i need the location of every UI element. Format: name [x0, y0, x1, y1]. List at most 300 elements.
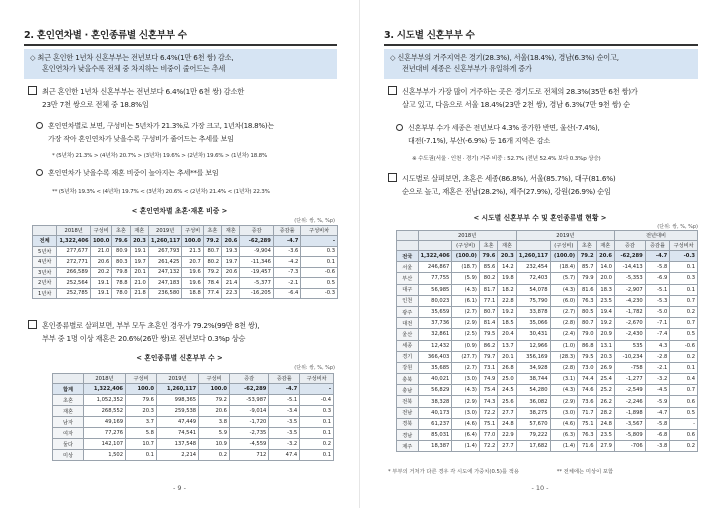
- table-cell: -14,413: [614, 262, 645, 273]
- table-cell: 81.7: [479, 284, 497, 295]
- table-cell: 20.3: [498, 251, 516, 262]
- table-cell: 74,541: [156, 428, 198, 439]
- table-cell: 261,425: [148, 257, 182, 268]
- table-cell: 79.8: [112, 267, 130, 278]
- row-header: 전국: [397, 251, 419, 262]
- paragraph-line: 순으로 높고, 재혼은 전남(28.2%), 제주(27.9%), 강원(26.9%) 순임: [402, 186, 611, 196]
- table-cell: 100.0: [126, 384, 157, 395]
- table-cell: 30,431: [516, 329, 550, 340]
- table-cell: (18.7): [452, 262, 480, 273]
- column-header: (구성비): [452, 241, 480, 251]
- table-cell: 21.0: [90, 246, 111, 257]
- table-cell: (2.5): [452, 329, 480, 340]
- table-cell: -: [301, 236, 338, 247]
- section-rule: [384, 44, 698, 46]
- table-cell: 19.2: [596, 318, 614, 329]
- table-cell: 25.2: [596, 385, 614, 396]
- table-cell: 57,670: [516, 418, 550, 429]
- table-cell: 37,736: [418, 318, 452, 329]
- table-cell: 24.8: [498, 418, 516, 429]
- table-cell: -2,549: [614, 385, 645, 396]
- table-cell: 0.1: [301, 257, 338, 268]
- table-cell: 19.6: [182, 267, 203, 278]
- table-cell: 76.3: [578, 430, 596, 441]
- column-header: 구성비차: [300, 374, 334, 384]
- table-cell: 19.7: [222, 257, 240, 268]
- table-cell: 25.0: [498, 374, 516, 385]
- table-row: [53, 406, 334, 417]
- table-cell: 79.6: [112, 236, 130, 247]
- table-cell: (4.3): [550, 385, 578, 396]
- table-cell: 366,403: [418, 351, 452, 362]
- table-cell: 0.4: [670, 374, 698, 385]
- table-cell: -2.1: [645, 362, 670, 373]
- table-cell: 79.6: [126, 395, 157, 406]
- row-header: 세종: [397, 340, 419, 351]
- table-cell: -706: [614, 441, 645, 452]
- table-cell: 20.0: [596, 273, 614, 284]
- table-unit: (단위: 쌍, %, %p): [294, 218, 335, 224]
- table-cell: (2.7): [452, 306, 480, 317]
- table-cell: 26.9: [596, 362, 614, 373]
- table-cell: -2,246: [614, 396, 645, 407]
- table-cell: -3.4: [269, 406, 300, 417]
- table-cell: 10.9: [199, 439, 230, 450]
- row-header: 강원: [397, 362, 419, 373]
- table-cell: 1,052,352: [83, 395, 125, 406]
- column-group-header: 2019년: [516, 231, 614, 241]
- table-cell: 13.1: [596, 340, 614, 351]
- table-cell: 0.7: [670, 295, 698, 306]
- table-row: [397, 430, 698, 441]
- table-cell: 72.2: [479, 441, 497, 452]
- row-header: 경기: [397, 351, 419, 362]
- table-row: [33, 278, 338, 289]
- table-cell: 20.3: [126, 406, 157, 417]
- column-header: [516, 241, 550, 251]
- paragraph: [388, 173, 698, 199]
- column-header: 증감: [240, 226, 274, 236]
- table-row: [33, 236, 338, 247]
- summary-box: [24, 49, 337, 79]
- paragraph-line: 혼인종류별로 살펴보면, 부부 모두 초혼인 경우가 79.2%(99만 8천 쌍),: [42, 321, 260, 330]
- table-cell: (18.4): [550, 262, 578, 273]
- table-cell: 18.2: [498, 284, 516, 295]
- table-cell: 1,260,117: [148, 236, 182, 247]
- table-cell: 142,107: [83, 439, 125, 450]
- table-cell: 0.7: [670, 318, 698, 329]
- column-header: (구성비): [550, 241, 578, 251]
- table-cell: -0.3: [670, 251, 698, 262]
- square-bullet-icon: [28, 86, 37, 95]
- table-cell: 14.0: [596, 262, 614, 273]
- table-cell: -5.9: [645, 396, 670, 407]
- table-cell: -5.1: [269, 395, 300, 406]
- table-cell: (2.4): [550, 329, 578, 340]
- table-cell: 76.3: [578, 295, 596, 306]
- table-cell: -0.6: [301, 267, 338, 278]
- table-cell: (0.9): [452, 340, 480, 351]
- row-header: 인천: [397, 295, 419, 306]
- column-header: 구성비: [182, 226, 203, 236]
- table-cell: 80.5: [578, 306, 596, 317]
- table-row: [397, 396, 698, 407]
- column-header: 재혼: [222, 226, 240, 236]
- table-cell: 38,744: [516, 374, 550, 385]
- table-cell: 85,031: [418, 430, 452, 441]
- table-row: [397, 329, 698, 340]
- table-cell: -16,205: [240, 288, 274, 299]
- table-cell: 75.4: [479, 385, 497, 396]
- column-header: [418, 241, 452, 251]
- table-cell: -5,377: [240, 278, 274, 289]
- table-cell: -4.5: [645, 385, 670, 396]
- table-cell: (2.8): [550, 318, 578, 329]
- table-cell: 100.0: [182, 236, 203, 247]
- table-cell: 712: [230, 450, 269, 461]
- table-cell: 1,322,406: [57, 236, 91, 247]
- table-cell: 0.1: [670, 284, 698, 295]
- table-cell: -6.8: [645, 430, 670, 441]
- row-header: 둘다: [53, 439, 84, 450]
- table-row: [397, 284, 698, 295]
- table-cell: (100.0): [452, 251, 480, 262]
- table-cell: 21.8: [130, 288, 148, 299]
- table-cell: 10.7: [126, 439, 157, 450]
- table-cell: (2.9): [452, 396, 480, 407]
- table-cell: 79.2: [578, 251, 596, 262]
- table-cell: 0.1: [300, 450, 334, 461]
- summary-line: 최근 혼인한 1년차 신혼부부는 전년보다 6.4%(1만 6천 쌍) 감소,: [37, 53, 234, 62]
- square-bullet-icon: [388, 173, 397, 182]
- column-header: 초혼: [112, 226, 130, 236]
- table-row: [397, 374, 698, 385]
- table-cell: 23.5: [596, 295, 614, 306]
- table-cell: 12,966: [516, 340, 550, 351]
- table-cell: 79.2: [203, 236, 221, 247]
- table-row: [53, 450, 334, 461]
- circle-bullet-icon: [36, 169, 43, 176]
- table-cell: -2.1: [273, 278, 300, 289]
- table-cell: -10,234: [614, 351, 645, 362]
- table-cell: 0.1: [126, 450, 157, 461]
- column-header: 2019년: [148, 226, 182, 236]
- table-cell: 49,169: [83, 417, 125, 428]
- table-cell: (6.4): [452, 430, 480, 441]
- table-cell: 28.2: [596, 407, 614, 418]
- table-cell: 75.1: [578, 418, 596, 429]
- marriage-year-table: [32, 225, 338, 299]
- circle-bullet-icon: [36, 122, 43, 129]
- row-header: 경북: [397, 418, 419, 429]
- table-row: [397, 351, 698, 362]
- table-cell: -6.9: [645, 273, 670, 284]
- row-header: 전체: [33, 236, 57, 247]
- table-cell: 56,829: [418, 385, 452, 396]
- table-cell: 0.3: [300, 406, 334, 417]
- table-cell: 20.4: [498, 329, 516, 340]
- column-header: 초혼: [479, 241, 497, 251]
- table-row: [33, 257, 338, 268]
- summary-box: [384, 49, 698, 79]
- table-cell: 85.6: [479, 262, 497, 273]
- table-cell: 19.1: [130, 246, 148, 257]
- table-cell: 998,365: [156, 395, 198, 406]
- table-cell: 0.3: [301, 246, 338, 257]
- table-row: [397, 418, 698, 429]
- table-row: [397, 318, 698, 329]
- table-cell: 80.7: [578, 318, 596, 329]
- table-cell: (5.7): [550, 273, 578, 284]
- table-cell: -758: [614, 362, 645, 373]
- table-cell: 75,790: [516, 295, 550, 306]
- row-header: 초혼: [53, 395, 84, 406]
- table-cell: -1,898: [614, 407, 645, 418]
- table-row: [33, 246, 338, 257]
- table-cell: 18.3: [596, 284, 614, 295]
- table-cell: 19.7: [130, 257, 148, 268]
- table-cell: (27.7): [452, 351, 480, 362]
- table-cell: 36,082: [516, 396, 550, 407]
- table-cell: 35,659: [418, 306, 452, 317]
- table-cell: 0.2: [300, 439, 334, 450]
- paragraph-line: 최근 혼인한 1년차 신혼부부는 전년보다 6.4%(1만 6천 쌍) 감소한: [42, 87, 245, 96]
- column-group-header: [397, 231, 419, 241]
- table-cell: 0.3: [670, 273, 698, 284]
- diamond-bullet-icon: ◇: [30, 53, 36, 62]
- table-cell: 26.8: [498, 362, 516, 373]
- table-cell: 21.3: [182, 246, 203, 257]
- table-cell: 20.1: [130, 267, 148, 278]
- table-cell: 1,260,117: [156, 384, 198, 395]
- table-cell: 0.1: [300, 428, 334, 439]
- table-cell: (6.0): [550, 295, 578, 306]
- table-cell: 268,552: [83, 406, 125, 417]
- sub-paragraph: [36, 167, 337, 180]
- table-cell: 20.9: [596, 329, 614, 340]
- table-cell: -5.1: [645, 284, 670, 295]
- table-row: [397, 251, 698, 262]
- column-header: 2018년: [57, 226, 91, 236]
- table-cell: 0.1: [670, 262, 698, 273]
- table-cell: 19.8: [498, 273, 516, 284]
- table-cell: 4.3: [645, 340, 670, 351]
- row-header: 전남: [397, 407, 419, 418]
- paragraph-line: 살고 있고, 다음으로 서울 18.4%(23만 2천 쌍), 경남 6.3%(7만 9천 쌍) 순: [402, 99, 630, 109]
- table-cell: 20.6: [222, 267, 240, 278]
- table-cell: 18.8: [182, 288, 203, 299]
- table-cell: -62,289: [614, 251, 645, 262]
- row-header: 남자: [53, 417, 84, 428]
- table-cell: 54,078: [516, 284, 550, 295]
- table-row: [53, 439, 334, 450]
- square-bullet-icon: [28, 320, 37, 329]
- table-cell: -3.2: [269, 439, 300, 450]
- table-cell: 27.9: [596, 441, 614, 452]
- footnote-line: ** 전체에는 미상이 포함: [556, 469, 614, 475]
- table-cell: 19.1: [90, 278, 111, 289]
- table-cell: 79,222: [516, 430, 550, 441]
- table-cell: 0.5: [301, 278, 338, 289]
- table-cell: 73.6: [578, 396, 596, 407]
- paragraph-line: 혼인연차가 낮을수록 재혼 비중이 높아지는 추세**를 보임: [48, 168, 219, 177]
- table-cell: 0.6: [670, 430, 698, 441]
- table-cell: 17,682: [516, 441, 550, 452]
- table-cell: 100.0: [199, 384, 230, 395]
- table-cell: 80.9: [112, 246, 130, 257]
- table-cell: -19,457: [240, 267, 274, 278]
- table-cell: (3.0): [550, 407, 578, 418]
- column-header: 구성비: [90, 226, 111, 236]
- column-header: 증감률: [645, 241, 670, 251]
- table-cell: (28.3): [550, 351, 578, 362]
- column-header: 초혼: [578, 241, 596, 251]
- summary-line: 신혼부부의 거주지역은 경기(28.3%), 서울(18.4%), 경남(6.3%) 순이고,: [397, 53, 619, 62]
- page-10: [360, 0, 720, 508]
- table-header-row: [33, 226, 338, 236]
- table-cell: -62,289: [240, 236, 274, 247]
- province-table: [396, 230, 698, 452]
- table-header-row: [53, 374, 334, 384]
- table-cell: 247,132: [148, 267, 182, 278]
- table-cell: -5.0: [645, 306, 670, 317]
- section-title: 3. 시도별 신혼부부 수: [384, 30, 475, 41]
- table-cell: 79.2: [199, 395, 230, 406]
- table-cell: 20.7: [182, 257, 203, 268]
- paragraph-line: 가장 작아 혼인연차가 낮을수록 구성비가 줄어드는 추세를 보임: [48, 133, 234, 143]
- table-cell: 77.0: [479, 430, 497, 441]
- table-cell: 24.5: [498, 385, 516, 396]
- column-header: 재혼: [130, 226, 148, 236]
- column-header: [53, 374, 84, 384]
- table-cell: -3.5: [269, 428, 300, 439]
- column-header: [397, 241, 419, 251]
- column-header: 증감: [614, 241, 645, 251]
- table-cell: 80.7: [203, 246, 221, 257]
- table-cell: 259,538: [156, 406, 198, 417]
- table-cell: (100.0): [550, 251, 578, 262]
- column-header: 2019년: [156, 374, 198, 384]
- table-cell: -2.8: [645, 351, 670, 362]
- table-cell: 27.7: [498, 407, 516, 418]
- table-cell: -7.4: [645, 329, 670, 340]
- table-cell: 33,878: [516, 306, 550, 317]
- paragraph-line: 신혼부부가 가장 많이 거주하는 곳은 경기도로 전체의 28.3%(35만 6천 쌍)가: [402, 87, 638, 96]
- table-cell: 47.4: [269, 450, 300, 461]
- table-row: [53, 417, 334, 428]
- table-cell: -53,987: [230, 395, 269, 406]
- table-cell: -0.3: [301, 288, 338, 299]
- row-header: 5년차: [33, 246, 57, 257]
- table-cell: 86.8: [578, 340, 596, 351]
- table-cell: (4.6): [550, 418, 578, 429]
- table-caption: < 혼인연차별 초혼·재혼 비중 >: [131, 207, 228, 215]
- table-cell: 277,677: [57, 246, 91, 257]
- table-cell: 72.2: [479, 407, 497, 418]
- footnote: ** (5년차) 19.3% < (4년차) 19.7% < (3년차) 20.6% < (2년차) 21.4% < (1년차) 22.3%: [52, 189, 270, 195]
- table-cell: 19.2: [498, 306, 516, 317]
- page-number: - 9 -: [173, 484, 186, 492]
- table-cell: 74.6: [578, 385, 596, 396]
- table-cell: 73.0: [578, 362, 596, 373]
- table-cell: 86.2: [479, 340, 497, 351]
- table-cell: 20.1: [498, 351, 516, 362]
- table-cell: (2.7): [452, 362, 480, 373]
- table-row: [397, 340, 698, 351]
- table-cell: 137,548: [156, 439, 198, 450]
- circle-bullet-icon: [396, 124, 403, 131]
- table-cell: 77.1: [479, 295, 497, 306]
- page-number: - 10 -: [531, 484, 549, 492]
- column-header: 구성비차: [670, 241, 698, 251]
- table-cell: 100.0: [90, 236, 111, 247]
- table-cell: 252,564: [57, 278, 91, 289]
- table-cell: 1,322,406: [83, 384, 125, 395]
- table-cell: (4.3): [452, 385, 480, 396]
- table-cell: 40,173: [418, 407, 452, 418]
- table-cell: -7.1: [645, 318, 670, 329]
- table-cell: -5.8: [645, 262, 670, 273]
- table-row: [53, 428, 334, 439]
- table-cell: (5.9): [452, 273, 480, 284]
- table-cell: -1,720: [230, 417, 269, 428]
- table-cell: (4.6): [452, 418, 480, 429]
- table-row: [397, 273, 698, 284]
- table-cell: 80.2: [203, 257, 221, 268]
- table-cell: -4.7: [645, 407, 670, 418]
- table-cell: 35,685: [418, 362, 452, 373]
- table-cell: -3.5: [269, 417, 300, 428]
- table-cell: -3.8: [645, 441, 670, 452]
- table-cell: 77.4: [203, 288, 221, 299]
- paragraph-line: 부부 중 1명 이상 재혼은 20.6%(26만 쌍)로 전년보다 0.3%p 상승: [42, 333, 246, 343]
- table-cell: 3.7: [126, 417, 157, 428]
- table-cell: -1,277: [614, 374, 645, 385]
- square-bullet-icon: [388, 86, 397, 95]
- summary-line: 전년대비 세종은 신혼부부가 유일하게 증가: [402, 64, 532, 73]
- table-cell: 38,328: [418, 396, 452, 407]
- table-cell: 247,183: [148, 278, 182, 289]
- table-cell: 266,589: [57, 267, 91, 278]
- table-cell: 56,985: [418, 284, 452, 295]
- table-cell: 0.6: [670, 396, 698, 407]
- table-cell: 25.4: [596, 374, 614, 385]
- row-header: 미상: [53, 450, 84, 461]
- row-header: 1년차: [33, 288, 57, 299]
- table-cell: 54,280: [516, 385, 550, 396]
- row-header: 여자: [53, 428, 84, 439]
- table-cell: 81.6: [578, 284, 596, 295]
- table-cell: 34,928: [516, 362, 550, 373]
- table-cell: 20.6: [222, 236, 240, 247]
- table-cell: -2,430: [614, 329, 645, 340]
- table-cell: -3.6: [273, 246, 300, 257]
- table-cell: 0.2: [670, 306, 698, 317]
- table-cell: 72,403: [516, 273, 550, 284]
- column-header: [33, 226, 57, 236]
- table-cell: 80.7: [479, 306, 497, 317]
- paragraph-line: 혼인연차별로 보면, 구성비는 5년차가 21.3%로 가장 크고, 1년차(18.8%)는: [48, 121, 275, 130]
- table-cell: -: [670, 418, 698, 429]
- row-header: 4년차: [33, 257, 57, 268]
- table-cell: 47,449: [156, 417, 198, 428]
- table-cell: 80.2: [479, 273, 497, 284]
- table-cell: 20.2: [90, 267, 111, 278]
- paragraph: [28, 86, 337, 112]
- table-cell: (2.9): [452, 318, 480, 329]
- table-cell: -4,230: [614, 295, 645, 306]
- section-rule: [24, 44, 337, 46]
